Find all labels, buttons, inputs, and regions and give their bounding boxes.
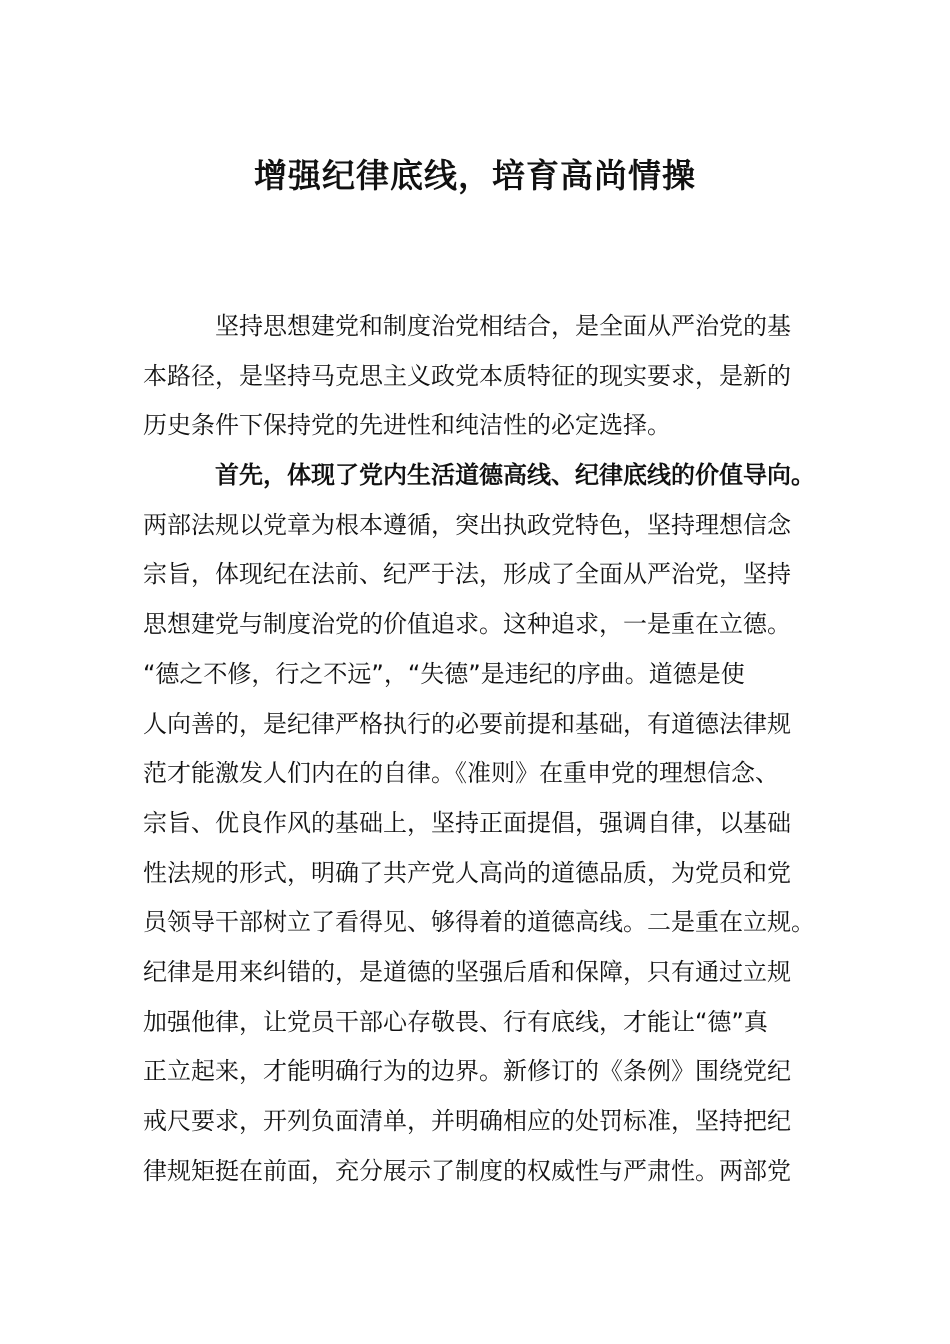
paragraph-2-line: 人向善的，是纪律严格执行的必要前提和基础，有道德法律规 [143, 709, 791, 738]
paragraph-2-line: 思想建党与制度治党的价值追求。这种追求，一是重在立德。 [143, 610, 791, 639]
document-body [143, 302, 815, 1196]
paragraph-2-line: 性法规的形式，明确了共产党人高尚的道德品质，为党员和党 [143, 858, 791, 887]
paragraph-2-line: 戒尺要求，开列负面清单，并明确相应的处罚标准，坚持把纪 [143, 1107, 791, 1135]
paragraph-2-line: 两部法规以党章为根本遵循，突出执政党特色，坚持理想信念 [143, 510, 791, 539]
paragraph-2-line: 员领导干部树立了看得见、够得着的道德高线。二是重在立规。 [143, 908, 815, 937]
paragraph-2-line: 律规矩挺在前面，充分展示了制度的权威性与严肃性。两部党 [143, 1156, 791, 1185]
paragraph-2-line: 纪律是用来纠错的，是道德的坚强后盾和保障，只有通过立规 [143, 957, 791, 986]
document-title: 增强纪律底线，培育高尚情操 [254, 156, 696, 195]
paragraph-1-line: 历史条件下保持党的先进性和纯洁性的必定选择。 [143, 411, 671, 440]
paragraph-1-line: 本路径，是坚持马克思主义政党本质特征的现实要求，是新的 [143, 361, 791, 390]
paragraph-2-heading: 首先，体现了党内生活道德高线、纪律底线的价值导向。 [215, 461, 815, 490]
paragraph-2-line: 范才能激发人们内在的自律。《准则》在重申党的理想信念、 [143, 759, 779, 788]
paragraph-2-line: 宗旨，体现纪在法前、纪严于法，形成了全面从严治党，坚持 [143, 560, 791, 589]
paragraph-1-line: 坚持思想建党和制度治党相结合，是全面从严治党的基 [215, 312, 791, 340]
paragraph-2-line: 加强他律，让党员干部心存敬畏、行有底线，才能让“德”真 [143, 1007, 768, 1036]
paragraph-2-line: 宗旨、优良作风的基础上，坚持正面提倡，强调自律，以基础 [143, 808, 791, 837]
paragraph-2-line: 正立起来，才能明确行为的边界。新修订的《条例》围绕党纪 [143, 1057, 791, 1086]
paragraph-2-line: “德之不修，行之不远”，“失德”是违纪的序曲。道德是使 [143, 659, 745, 688]
